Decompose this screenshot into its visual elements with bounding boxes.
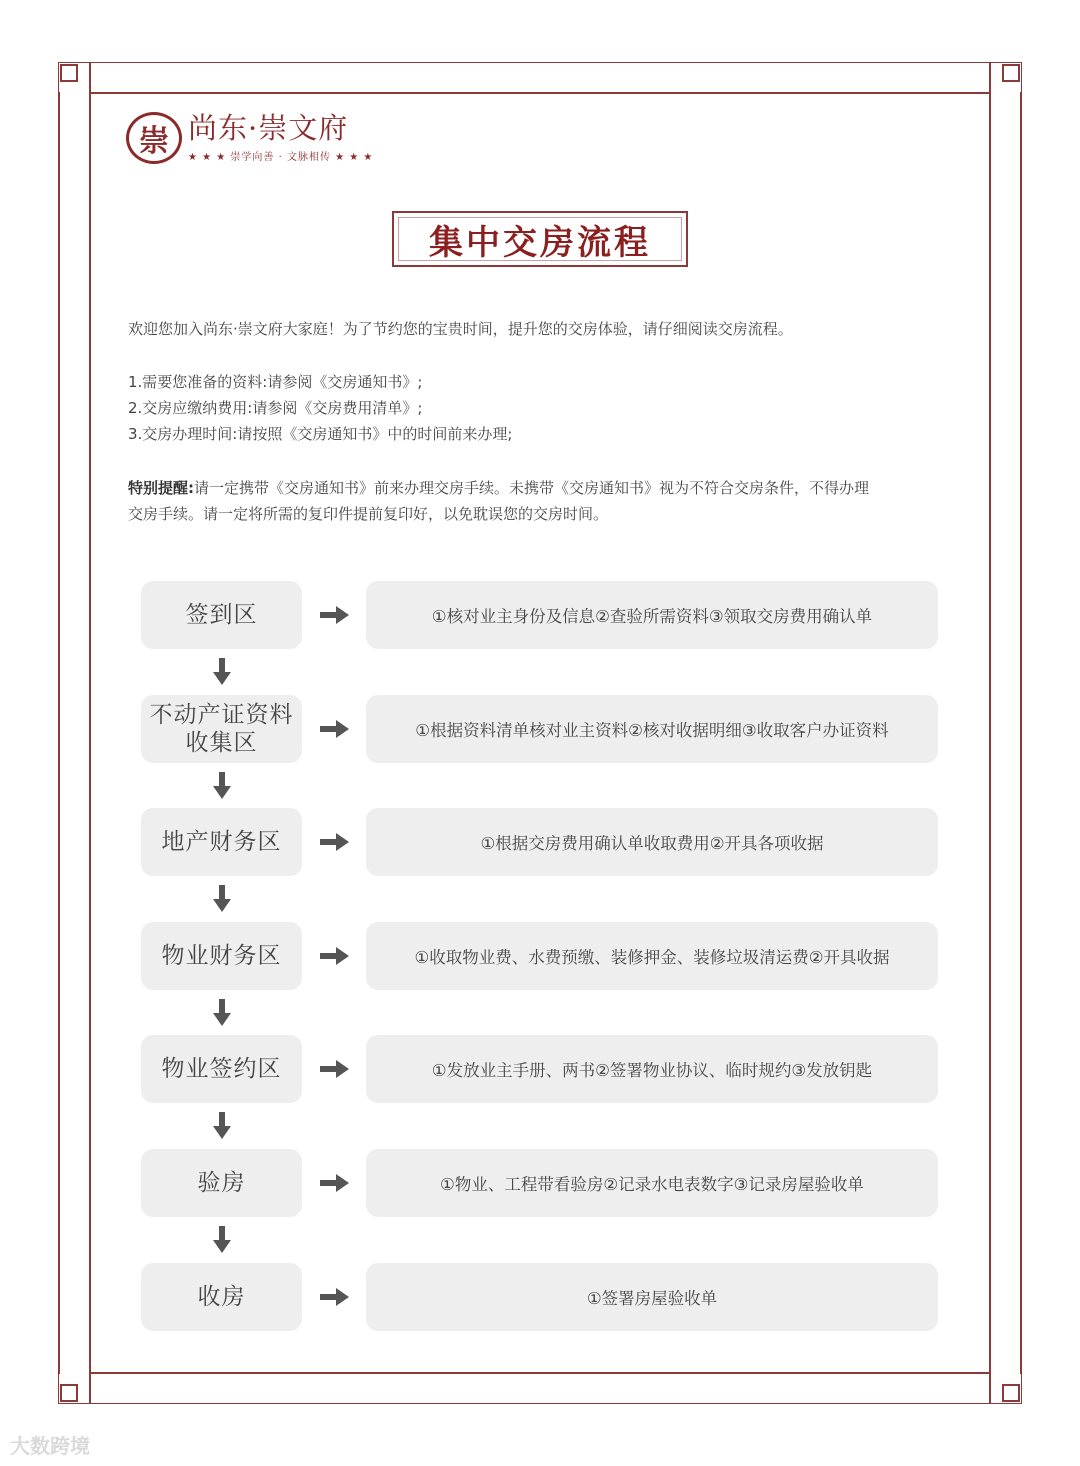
arrow-right-icon <box>320 832 350 852</box>
corner-top-left <box>60 64 78 82</box>
frame-right-line <box>1020 92 1022 1374</box>
logo <box>126 112 373 164</box>
logo-text <box>188 110 374 164</box>
arrow-right-icon <box>320 1059 350 1079</box>
notice-label: 特别提醒: <box>128 479 194 497</box>
flow-zone: 收房 <box>141 1263 302 1331</box>
arrow-right-icon <box>320 946 350 966</box>
flow-description: ①核对业主身份及信息②查验所需资料③领取交房费用确认单 <box>366 581 938 649</box>
arrow-right-icon <box>320 605 350 625</box>
frame-left-line <box>58 92 60 1374</box>
notice-line-2: 交房手续。请一定将所需的复印件提前复印好，以免耽误您的交房时间。 <box>128 505 609 523</box>
notice-line-1: 请一定携带《交房通知书》前来办理交房手续。未携带《交房通知书》视为不符合交房条件，不得办理 <box>194 479 870 497</box>
flow-zone: 地产财务区 <box>141 808 302 876</box>
flow-zone: 物业财务区 <box>141 922 302 990</box>
arrow-down-icon <box>212 658 232 686</box>
flow-description: ①收取物业费、水费预缴、装修押金、装修垃圾清运费②开具收据 <box>366 922 938 990</box>
flow-description: ①物业、工程带看验房②记录水电表数字③记录房屋验收单 <box>366 1149 938 1217</box>
frame-bottom-line <box>89 1372 991 1374</box>
flow-description: ①根据交房费用确认单收取费用②开具各项收据 <box>366 808 938 876</box>
arrow-down-icon <box>212 1226 232 1254</box>
flow-description: ①签署房屋验收单 <box>366 1263 938 1331</box>
arrow-down-icon <box>212 999 232 1027</box>
flow-description: ①根据资料清单核对业主资料②核对收据明细③收取客户办证资料 <box>366 695 938 763</box>
page-title: 集中交房流程 <box>429 222 651 263</box>
flow-zone: 验房 <box>141 1149 302 1217</box>
corner-bottom-right <box>1002 1384 1020 1402</box>
title-box <box>392 211 688 267</box>
flow-zone: 不动产证资料 收集区 <box>141 695 302 763</box>
frame-top-line <box>89 92 991 94</box>
logo-name: 尚东·崇文府 <box>188 110 349 145</box>
arrow-right-icon <box>320 1173 350 1193</box>
arrow-down-icon <box>212 885 232 913</box>
requirement-item-2: 2.交房应缴纳费用:请参阅《交房费用清单》; <box>128 399 423 417</box>
corner-top-right <box>1002 64 1020 82</box>
corner-bottom-left <box>60 1384 78 1402</box>
requirement-item-1: 1.需要您准备的资料:请参阅《交房通知书》; <box>128 373 423 391</box>
flow-description: ①发放业主手册、两书②签署物业协议、临时规约③发放钥匙 <box>366 1035 938 1103</box>
arrow-down-icon <box>212 772 232 800</box>
flow-zone: 物业签约区 <box>141 1035 302 1103</box>
intro-text: 欢迎您加入尚东·崇文府大家庭！为了节约您的宝贵时间，提升您的交房体验，请仔细阅读交房流程。 <box>128 320 793 338</box>
logo-slogan: ★ ★ ★ 崇学向善 · 文脉相传 ★ ★ ★ <box>188 152 374 164</box>
arrow-down-icon <box>212 1112 232 1140</box>
logo-mark: 崇 <box>126 112 182 164</box>
requirement-item-3: 3.交房办理时间:请按照《交房通知书》中的时间前来办理; <box>128 425 513 443</box>
special-notice <box>128 475 958 527</box>
flow-zone: 签到区 <box>141 581 302 649</box>
watermark: 大数跨境 <box>10 1434 90 1458</box>
arrow-right-icon <box>320 719 350 739</box>
arrow-right-icon <box>320 1287 350 1307</box>
